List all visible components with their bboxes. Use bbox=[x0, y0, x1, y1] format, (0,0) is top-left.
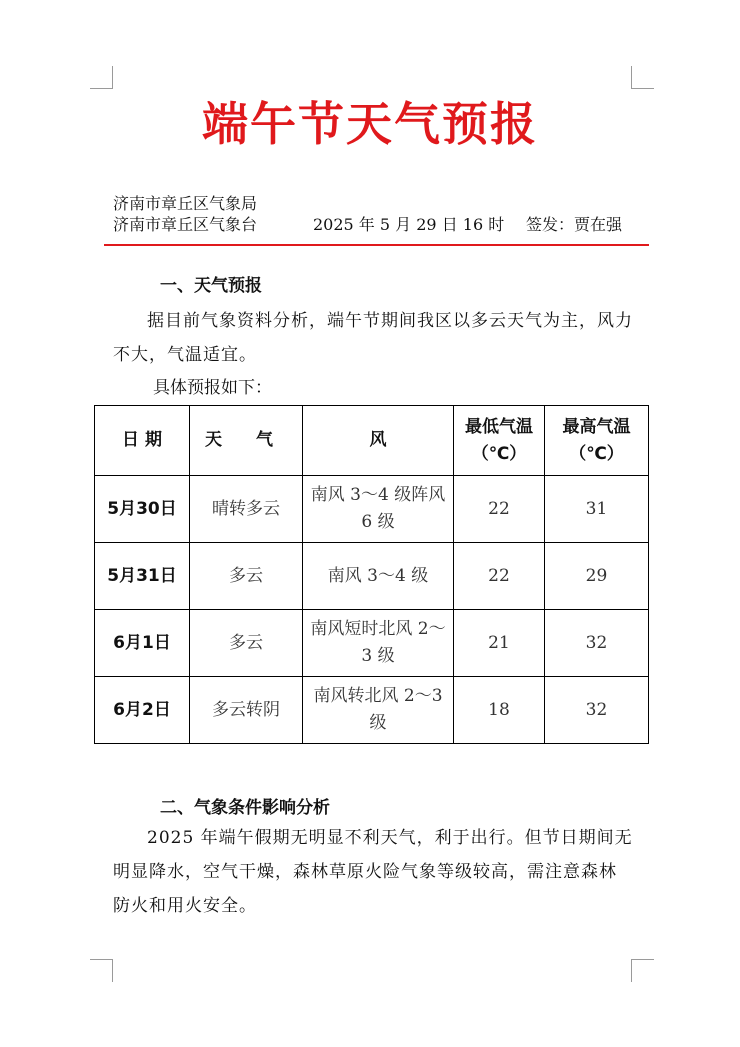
impact-analysis: 2025 年端午假期无明显不利天气，利于出行。但节日期间无明显降水，空气干燥，森林草原火险气象等级较高，需注意森林防火和用火安全。 bbox=[113, 828, 633, 916]
table-row bbox=[95, 476, 649, 543]
header-max-temp bbox=[545, 406, 649, 476]
header-divider bbox=[104, 244, 649, 246]
row-wind: 南风 3～4 级阵风 6 级 bbox=[303, 476, 454, 543]
table-row bbox=[95, 543, 649, 610]
row-date: 6月1日 bbox=[95, 610, 190, 677]
row-date: 6月2日 bbox=[95, 677, 190, 744]
document-title: 端午节天气预报 bbox=[202, 97, 538, 151]
header-max-temp-label: 最高气温 bbox=[562, 416, 631, 437]
page-corner-mark bbox=[631, 66, 654, 89]
table-row bbox=[95, 610, 649, 677]
header-weather: 天 气 bbox=[190, 406, 303, 476]
row-weather: 多云转阴 bbox=[190, 677, 303, 744]
forecast-summary: 据目前气象资料分析，端午节期间我区以多云天气为主，风力不大，气温适宜。 bbox=[113, 311, 633, 365]
table-header-row bbox=[95, 406, 649, 476]
row-max-temp: 29 bbox=[545, 543, 649, 610]
header-min-temp-unit: （℃） bbox=[471, 443, 527, 464]
page-corner-mark bbox=[90, 959, 113, 982]
row-max-temp: 32 bbox=[545, 677, 649, 744]
row-weather: 晴转多云 bbox=[190, 476, 303, 543]
row-date: 5月31日 bbox=[95, 543, 190, 610]
table-row bbox=[95, 677, 649, 744]
issuer-observatory: 济南市章丘区气象台 bbox=[113, 215, 258, 234]
forecast-table bbox=[94, 405, 649, 744]
row-wind: 南风转北风 2～3 级 bbox=[303, 677, 454, 744]
row-wind: 南风短时北风 2～3 级 bbox=[303, 610, 454, 677]
row-weather: 多云 bbox=[190, 610, 303, 677]
page-corner-mark bbox=[90, 66, 113, 89]
header-min-temp bbox=[454, 406, 545, 476]
row-min-temp: 21 bbox=[454, 610, 545, 677]
section-heading-forecast: 一、天气预报 bbox=[160, 276, 262, 296]
signer: 签发：贾在强 bbox=[526, 215, 623, 234]
header-wind: 风 bbox=[303, 406, 454, 476]
row-min-temp: 22 bbox=[454, 543, 545, 610]
page-corner-mark bbox=[631, 959, 654, 982]
header-min-temp-label: 最低气温 bbox=[465, 416, 533, 437]
header-date: 日 期 bbox=[95, 406, 190, 476]
issuer-bureau: 济南市章丘区气象局 bbox=[113, 194, 258, 213]
forecast-lead: 具体预报如下： bbox=[153, 378, 272, 398]
row-date: 5月30日 bbox=[95, 476, 190, 543]
row-min-temp: 22 bbox=[454, 476, 545, 543]
row-max-temp: 32 bbox=[545, 610, 649, 677]
row-max-temp: 31 bbox=[545, 476, 649, 543]
issue-time: 2025 年 5 月 29 日 16 时 bbox=[313, 215, 505, 234]
row-wind: 南风 3～4 级 bbox=[303, 543, 454, 610]
header-max-temp-unit: （℃） bbox=[569, 443, 624, 464]
row-weather: 多云 bbox=[190, 543, 303, 610]
section-heading-impact: 二、气象条件影响分析 bbox=[160, 798, 330, 818]
row-min-temp: 18 bbox=[454, 677, 545, 744]
